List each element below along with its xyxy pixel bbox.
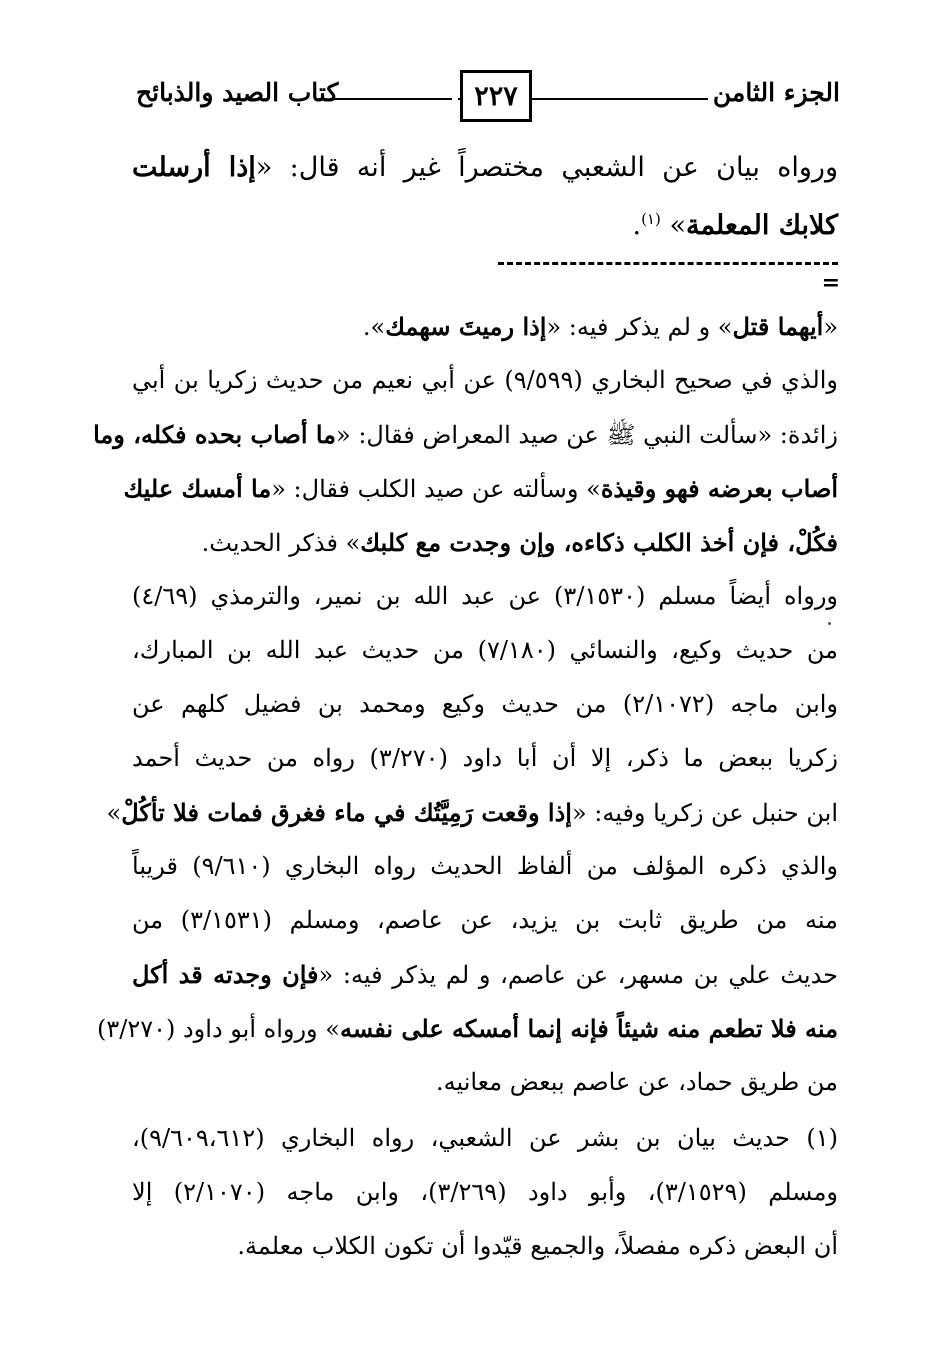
note-line: زكريا ببعض ما ذكر، إلا أن أبا داود (٣/٢٧٠) رواه من حديث أحمد <box>132 744 838 772</box>
footnote-line: أن البعض ذكره مفصلاً، والجميع قيّدوا أن تكون الكلاب معلمة. <box>237 1232 838 1260</box>
note-line: والذي في صحيح البخاري (٩/٥٩٩) عن أبي نعيم من حديث زكريا بن أبي <box>132 366 838 394</box>
note-line: «أيهما قتل» و لم يذكر فيه: «إذا رميتَ سهمك». <box>362 312 838 341</box>
footnote-reference: (١) <box>641 210 661 228</box>
hadith-quote: إذا أرسلت <box>132 152 256 183</box>
page-number: ٢٢٧ <box>460 70 532 122</box>
note-line: من حديث وكيع، والنسائي (٧/١٨٠) من حديث عبد الله بن المبارك، <box>132 636 839 664</box>
footnote-line: (١) حديث بيان بن بشر عن الشعبي، رواه البخاري (٩/٦٠٩،٦١٢)، <box>132 1124 838 1152</box>
header-rule-left <box>330 98 452 100</box>
footnote-line: ومسلم (٣/١٥٢٩)، وأبو داود (٣/٢٦٩)، وابن ماجه (٢/١٠٧٠) إلا <box>132 1178 839 1206</box>
hadith-quote: كلابك المعلمة <box>685 210 838 241</box>
note-line: من طريق حماد، عن عاصم ببعض معانيه. <box>435 1068 838 1096</box>
note-line: ورواه أيضاً مسلم (٣/١٥٣٠) عن عبد الله بن نمير، والترمذي (٤/٦٩) <box>132 582 838 610</box>
volume-title: الجزء الثامن <box>712 78 840 107</box>
print-speck <box>828 622 831 625</box>
footnote-separator <box>498 262 838 265</box>
main-text-line: كلابك المعلمة» $^{(١)}$. <box>632 210 838 241</box>
note-line: حديث علي بن مسهر، عن عاصم، و لم يذكر فيه: «فإن وجدته قد أكل <box>132 960 838 989</box>
running-header <box>128 70 840 126</box>
note-line: ابن حنبل عن زكريا وفيه: «إذا وقعت رَمِيَّتُك في ماء فغرق فمات فلا تأكُلْ» <box>106 798 838 827</box>
note-line: منه فلا تطعم منه شيئاً فإنه إنما أمسكه على نفسه» ورواه أبو داود (٣/٢٧٠) <box>96 1014 838 1043</box>
note-line: والذي ذكره المؤلف من ألفاظ الحديث رواه البخاري (٩/٦١٠) قريباً <box>132 852 838 880</box>
main-text-line: ورواه بيان عن الشعبي مختصراً غير أنه قال: «إذا أرسلت <box>132 152 838 183</box>
note-line: وابن ماجه (٢/١٠٧٢) من حديث وكيع ومحمد بن فضيل كلهم عن <box>132 690 839 718</box>
chapter-title: كتاب الصيد والذبائح <box>136 78 339 107</box>
note-line: منه من طريق ثابت بن يزيد، عن عاصم، ومسلم (٣/١٥٣١) من <box>132 906 838 934</box>
continuation-mark: = <box>821 270 840 296</box>
note-line: زائدة: «سألت النبي ﷺ عن صيد المعراض فقال: «ما أصاب بحده فكله، وما <box>93 420 838 449</box>
note-line: أصاب بعرضه فهو وقيذة» وسألته عن صيد الكلب فقال: «ما أمسك عليك <box>123 474 838 503</box>
note-line: فكُلْ، فإن أخذ الكلب ذكاءه، وإن وجدت مع كلبك» فذكر الحديث. <box>201 528 838 557</box>
